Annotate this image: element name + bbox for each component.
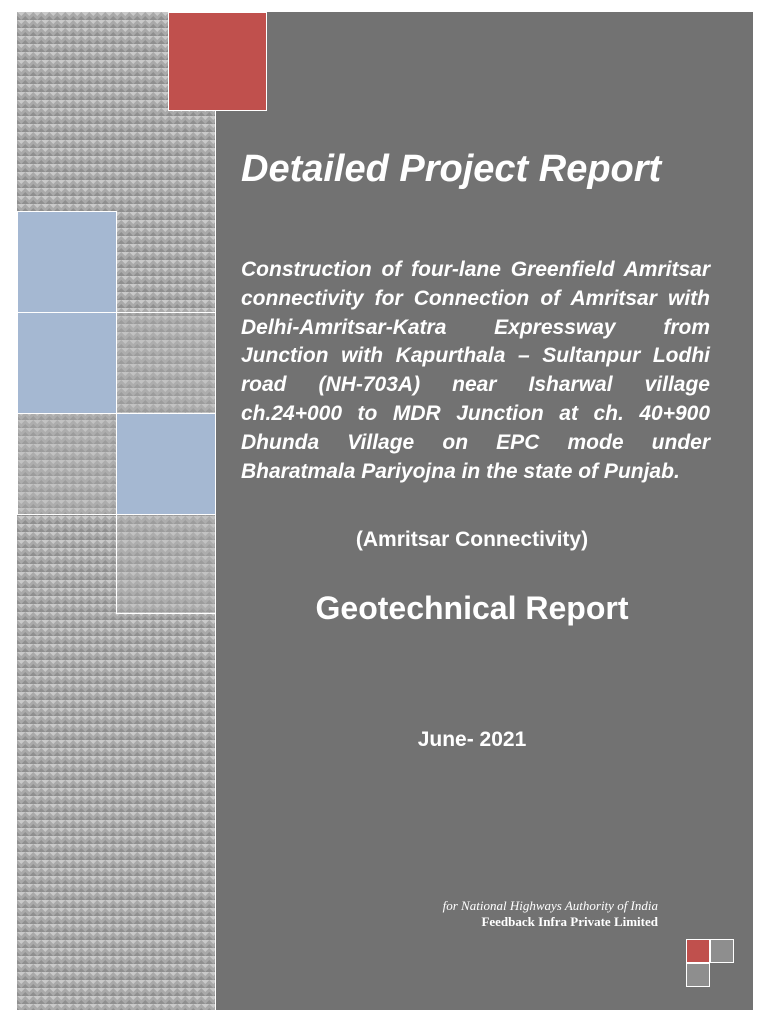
red-accent-square [168, 12, 267, 111]
decor-tile [17, 413, 117, 515]
logo-square-gray [686, 963, 710, 987]
project-description: Construction of four-lane Greenfield Amritsar connectivity for Connection of Amritsar with Delhi-Amritsar-Katra Expressway from Junction with Kapurthala – Sultanpur Lodhi road (NH-703A) near Isharwal village ch.24+000 to MDR Junction at ch. 40+900 Dhunda Village on EPC mode under Bharatmala Pariyojna in the state of Punjab. [241, 258, 710, 483]
decor-tile [116, 413, 216, 515]
prepared-by: Feedback Infra Private Limited [481, 914, 658, 929]
document-title: Detailed Project Report [241, 148, 662, 190]
decor-tile [17, 211, 117, 313]
decor-tile [116, 312, 216, 414]
report-date: June- 2021 [417, 728, 527, 751]
logo-square-red [686, 939, 710, 963]
decor-tile [116, 514, 216, 614]
prepared-for: for National Highways Authority of India [442, 898, 658, 913]
decor-tile [17, 312, 117, 414]
project-short-name: (Amritsar Connectivity) [355, 528, 589, 551]
logo-square-gray [710, 939, 734, 963]
report-type: Geotechnical Report [315, 590, 629, 626]
